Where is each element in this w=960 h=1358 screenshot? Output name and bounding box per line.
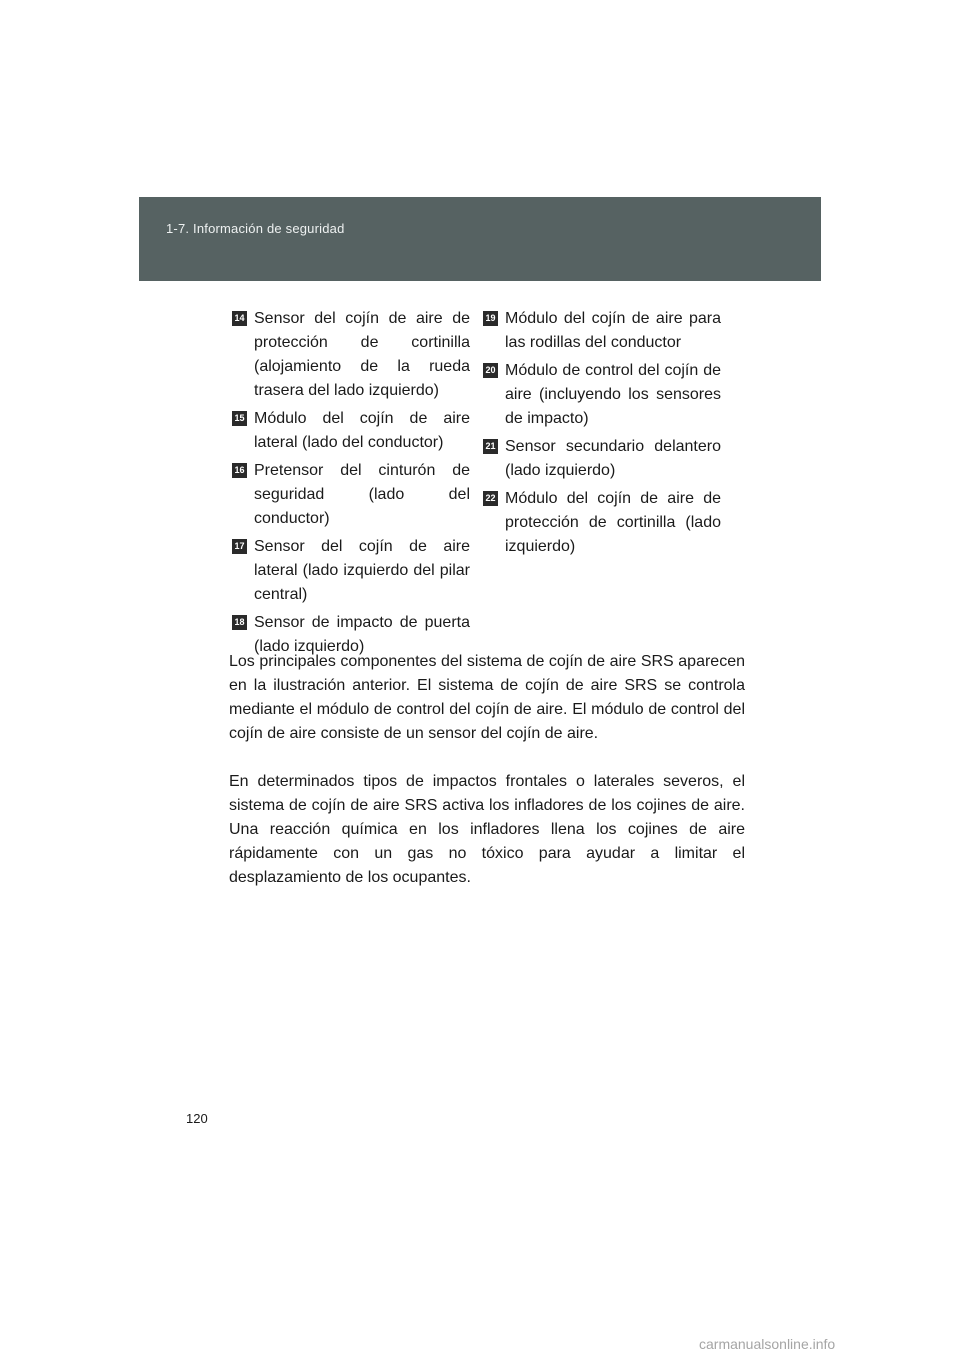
component-list-right <box>483 307 721 563</box>
item-number-badge: 21 <box>483 439 498 454</box>
watermark-text: carmanualsonline.info <box>699 1336 836 1352</box>
list-item <box>232 459 470 531</box>
section-header-band <box>139 197 821 281</box>
list-item-text: Módulo del cojín de aire de protección de cortinilla (lado izquierdo) <box>505 490 721 555</box>
item-number-badge: 20 <box>483 363 498 378</box>
list-item <box>232 535 470 607</box>
list-item <box>232 307 470 403</box>
list-item-text: Sensor de impacto de puerta (lado izquierdo) <box>254 614 470 655</box>
item-number-badge: 14 <box>232 311 247 326</box>
list-item-text: Sensor del cojín de aire de protección de cortinilla (alojamiento de la rueda trasera del lado izquierdo) <box>254 310 470 399</box>
item-number-badge: 15 <box>232 411 247 426</box>
list-item-text: Sensor secundario delantero (lado izquierdo) <box>505 438 721 479</box>
page-number: 120 <box>186 1111 208 1126</box>
item-number-badge: 17 <box>232 539 247 554</box>
component-list-left <box>232 307 470 663</box>
list-item <box>483 435 721 483</box>
list-item <box>483 487 721 559</box>
list-item-text: Módulo de control del cojín de aire (incluyendo los sensores de impacto) <box>505 362 721 427</box>
list-item <box>232 407 470 455</box>
list-item-text: Pretensor del cinturón de seguridad (lado del conductor) <box>254 462 470 527</box>
item-number-badge: 22 <box>483 491 498 506</box>
body-paragraph: Los principales componentes del sistema de cojín de aire SRS aparecen en la ilustración anterior. El sistema de cojín de aire SRS se controla mediante el módulo de control del cojín de aire. El módulo de control del cojín de aire consiste de un sensor del cojín de aire. <box>229 653 745 742</box>
item-number-badge: 18 <box>232 615 247 630</box>
body-paragraph: En determinados tipos de impactos frontales o laterales severos, el sistema de cojín de aire SRS activa los infladores de los cojines de aire. Una reacción química en los infladores llena los cojines de aire rápidamente con un gas no tóxico para ayudar a limitar el desplazamiento de los ocupantes. <box>229 773 745 886</box>
list-item-text: Módulo del cojín de aire lateral (lado del conductor) <box>254 410 470 451</box>
list-item-text: Sensor del cojín de aire lateral (lado izquierdo del pilar central) <box>254 538 470 603</box>
list-item-text: Módulo del cojín de aire para las rodillas del conductor <box>505 310 721 351</box>
list-item <box>483 359 721 431</box>
item-number-badge: 19 <box>483 311 498 326</box>
section-title: 1-7. Información de seguridad <box>166 221 345 236</box>
list-item <box>483 307 721 355</box>
item-number-badge: 16 <box>232 463 247 478</box>
